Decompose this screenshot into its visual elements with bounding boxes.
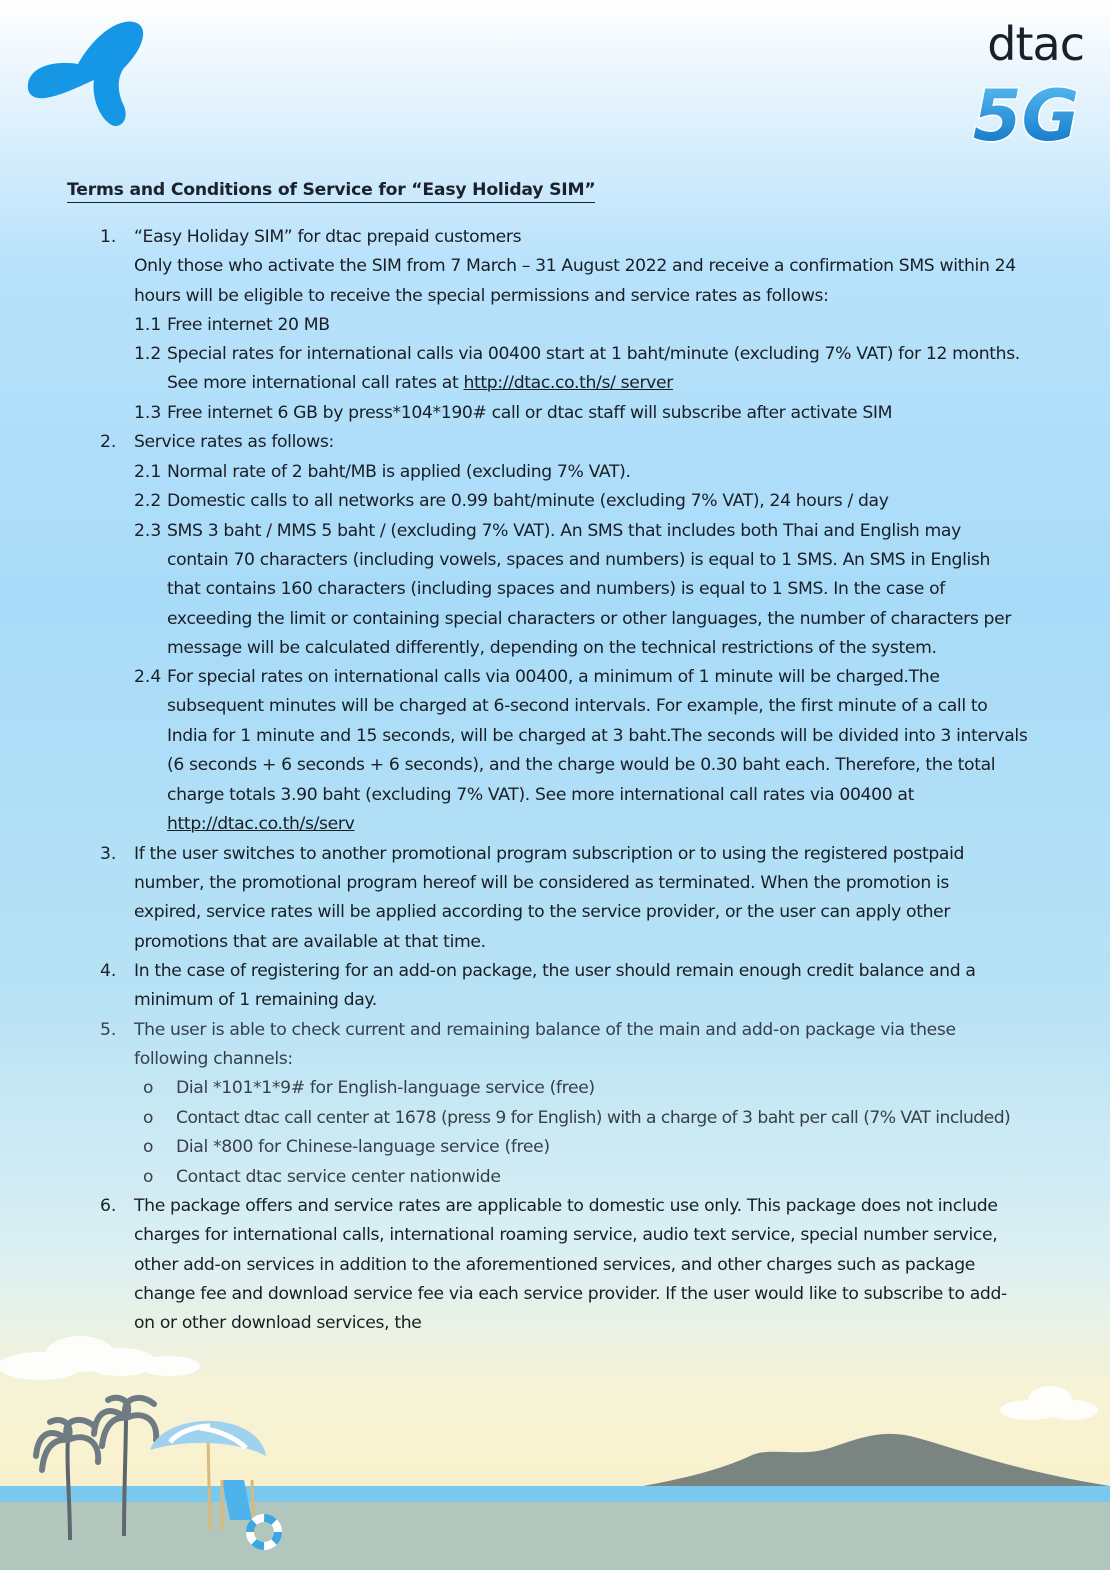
subitem-text: Free internet 6 GB by press*104*190# call or dtac staff will subscribe after activate SIM [167,403,893,423]
subitem-number: 1.1 [134,315,162,335]
dtac-5g-logo [968,18,1084,148]
dtac-wordmark: dtac [987,17,1084,71]
item-number: 4. [100,961,117,981]
telenor-logo [22,18,146,130]
channel-item: Contact dtac service center nationwide [176,1167,501,1187]
item-text: charges for international calls, international roaming service, audio text service, special number service, [134,1225,998,1245]
item-text: other add-on services in addition to the aforementioned services, and other charges such as package [134,1255,976,1275]
subitem-text: Special rates for international calls via 00400 start at 1 baht/minute (excluding 7% VAT) for 12 months. [167,344,1020,364]
item-text: minimum of 1 remaining day. [134,990,377,1010]
item-text: If the user switches to another promotional program subscription or to using the registered postpaid [134,844,965,864]
bullet-icon: o [143,1078,154,1098]
item-text: “Easy Holiday SIM” for dtac prepaid customers [134,227,522,247]
item-number: 6. [100,1196,117,1216]
bullet-icon: o [143,1167,154,1187]
item-number: 1. [100,227,117,247]
item-number: 2. [100,432,117,452]
subitem-text: exceeding the limit or containing special characters or other languages, the number of characters per [167,609,1012,629]
server-link[interactable]: http://dtac.co.th/s/ server [463,373,673,393]
item-text: The user is able to check current and remaining balance of the main and add-on package via these [134,1020,956,1040]
subitem-text: SMS 3 baht / MMS 5 baht / (excluding 7% VAT). An SMS that includes both Thai and English may [167,521,961,541]
subitem-text: subsequent minutes will be charged at 6-second intervals. For example, the first minute of a call to [167,696,988,716]
5g-text: 5G [972,78,1080,150]
subitem-text: that contains 160 characters (including spaces and numbers) is equal to 1 SMS. In the case of [167,579,945,599]
subitem-text: charge totals 3.90 baht (excluding 7% VAT). See more international call rates via 00400 at [167,785,914,805]
item-text: In the case of registering for an add-on package, the user should remain enough credit balance and a [134,961,976,981]
item-text: expired, service rates will be applied according to the service provider, or the user can apply other [134,902,951,922]
subitem-number: 1.2 [134,344,162,364]
page-title: Terms and Conditions of Service for “Easy Holiday SIM” [67,178,595,203]
item-text: change fee and download service fee via each service provider. If the user would like to subscribe to add- [134,1284,1007,1304]
item-text: following channels: [134,1049,293,1069]
item-text: Service rates as follows: [134,432,334,452]
subitem-text: Free internet 20 MB [167,315,330,335]
subitem-number: 2.2 [134,491,162,511]
subitem-text: For special rates on international calls via 00400, a minimum of 1 minute will be charged.The [167,667,940,687]
subitem-text [167,371,673,395]
channel-item: Dial *101*1*9# for English-language service (free) [176,1078,595,1098]
subitem-number: 2.1 [134,462,162,482]
item-text: Only those who activate the SIM from 7 March – 31 August 2022 and receive a confirmation SMS within 24 [134,256,1016,276]
subitem-number: 2.4 [134,667,162,687]
mountain-icon [620,1434,1110,1492]
subitem-number: 1.3 [134,403,162,423]
subitem-text: (6 seconds + 6 seconds + 6 seconds), and the charge would be 0.30 baht each. Therefore, the total [167,755,996,775]
item-text: hours will be eligible to receive the special permissions and service rates as follows: [134,286,829,306]
5g-badge-icon [968,78,1084,150]
telenor-swirl-icon [22,18,146,130]
cloud-icon [0,1336,200,1380]
item-number: 3. [100,844,117,864]
subitem-text: Domestic calls to all networks are 0.99 baht/minute (excluding 7% VAT), 24 hours / day [167,491,889,511]
bullet-icon: o [143,1137,154,1157]
bullet-icon: o [143,1108,154,1128]
channel-item: Dial *800 for Chinese-language service (free) [176,1137,550,1157]
subitem-text: message will be calculated differently, depending on the technical restrictions of the system. [167,638,937,658]
channel-item: Contact dtac call center at 1678 (press 9 for English) with a charge of 3 baht per call (7% VAT included) [176,1108,1011,1128]
item-text: The package offers and service rates are applicable to domestic use only. This package does not include [134,1196,998,1216]
subitem-text: contain 70 characters (including vowels, spaces and numbers) is equal to 1 SMS. An SMS in English [167,550,991,570]
subitem-number: 2.3 [134,521,162,541]
serv-link[interactable]: http://dtac.co.th/s/serv [167,814,355,834]
item-number: 5. [100,1020,117,1040]
item-text: promotions that are available at that time. [134,932,486,952]
item-text: number, the promotional program hereof will be considered as terminated. When the promotion is [134,873,950,893]
subitem-text-part: See more international call rates at [167,373,464,393]
cloud-icon [1000,1386,1098,1420]
subitem-text: Normal rate of 2 baht/MB is applied (excluding 7% VAT). [167,462,631,482]
beach-scene-illustration [0,1330,1110,1570]
subitem-text: India for 1 minute and 15 seconds, will be charged at 3 baht.The seconds will be divided into 3 intervals [167,726,1028,746]
item-text: on or other download services, the [134,1313,422,1333]
